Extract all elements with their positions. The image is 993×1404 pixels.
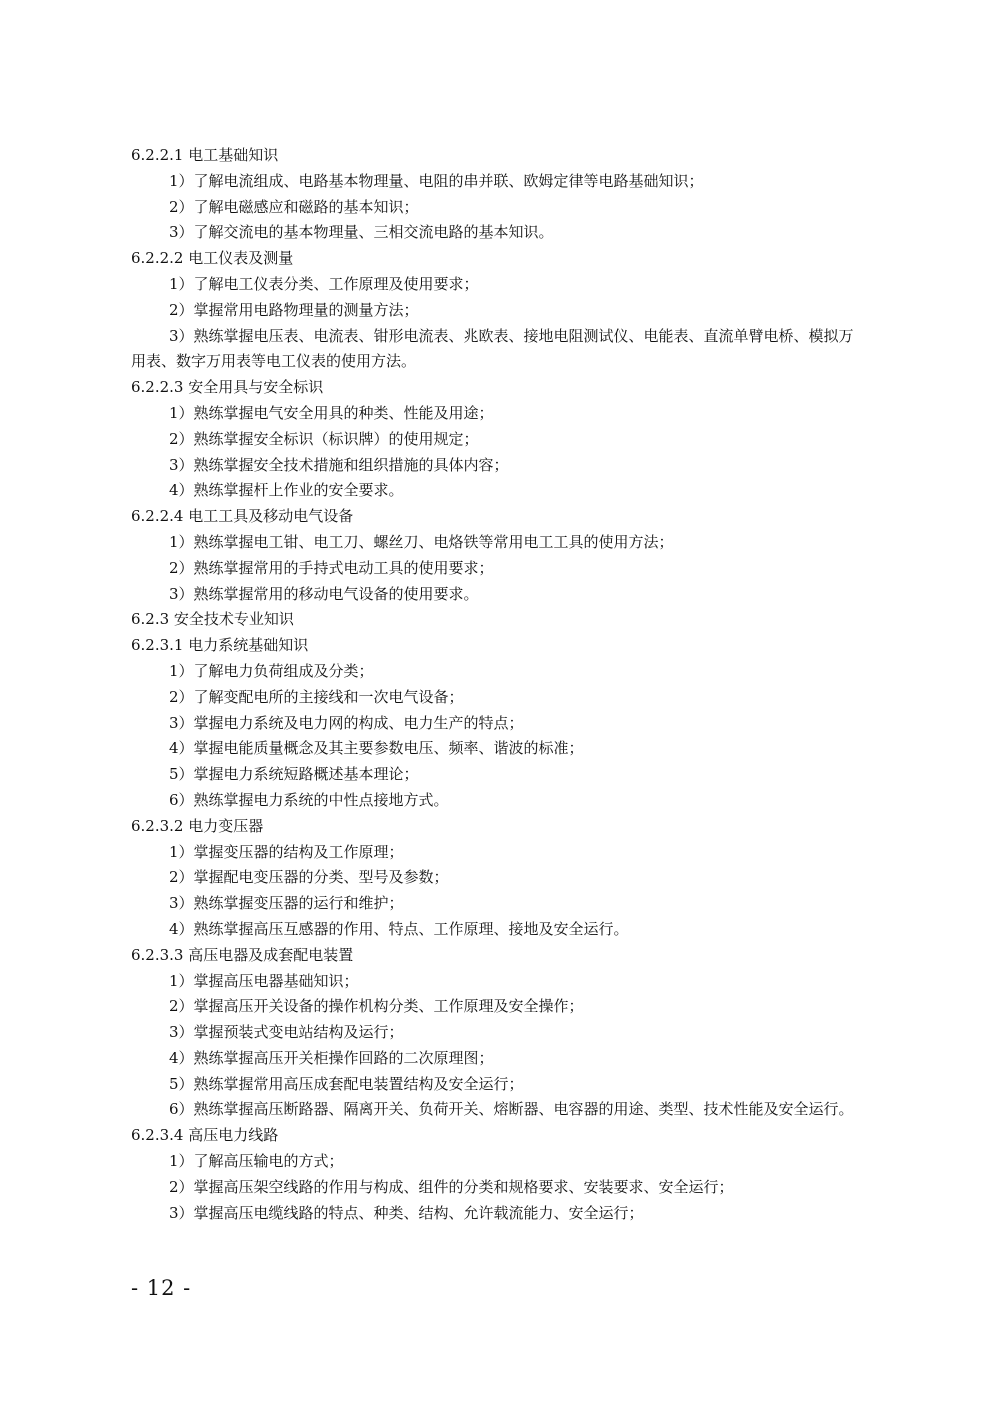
list-item: 1）掌握高压电器基础知识； bbox=[169, 971, 359, 990]
list-item: 3）掌握高压电缆线路的特点、种类、结构、允许载流能力、安全运行； bbox=[169, 1203, 644, 1222]
section-heading: 6.2.3.4 高压电力线路 bbox=[131, 1126, 279, 1145]
document-body bbox=[131, 143, 866, 1226]
list-item: 1）熟练掌握电工钳、电工刀、螺丝刀、电烙铁等常用电工工具的使用方法； bbox=[169, 532, 674, 551]
list-item: 2）熟练掌握常用的手持式电动工具的使用要求； bbox=[169, 558, 494, 577]
chapter-heading: 6.2.3 安全技术专业知识 bbox=[131, 610, 294, 629]
list-item: 5）熟练掌握常用高压成套配电装置结构及安全运行； bbox=[169, 1074, 524, 1093]
list-item: 2）掌握配电变压器的分类、型号及参数； bbox=[169, 868, 449, 887]
list-item-wrapped: 3）熟练掌握电压表、电流表、钳形电流表、兆欧表、接地电阻测试仪、电能表、直流单臂电桥、模拟万用表、数字万用表等电工仪表的使用方法。 bbox=[131, 326, 854, 371]
section-heading: 6.2.2.1 电工基础知识 bbox=[131, 146, 279, 164]
list-item: 2）掌握高压架空线路的作用与构成、组件的分类和规格要求、安装要求、安全运行； bbox=[169, 1177, 734, 1196]
section-heading: 6.2.2.3 安全用具与安全标识 bbox=[131, 378, 324, 397]
list-item: 1）了解高压输电的方式； bbox=[169, 1152, 344, 1171]
list-item-wrapped: 6）熟练掌握高压断路器、隔离开关、负荷开关、熔断器、电容器的用途、类型、技术性能及安全运行。 bbox=[169, 1100, 854, 1119]
list-item: 3）熟练掌握变压器的运行和维护； bbox=[169, 894, 404, 913]
list-item: 1）了解电流组成、电路基本物理量、电阻的串并联、欧姆定律等电路基础知识； bbox=[169, 171, 704, 190]
list-item: 4）熟练掌握高压开关柜操作回路的二次原理图； bbox=[169, 1048, 494, 1067]
list-item: 4）熟练掌握杆上作业的安全要求。 bbox=[169, 481, 404, 500]
page-number: - 12 - bbox=[131, 1276, 192, 1300]
list-item: 2）了解电磁感应和磁路的基本知识； bbox=[169, 197, 419, 216]
section-heading: 6.2.3.3 高压电器及成套配电装置 bbox=[131, 945, 354, 964]
section-heading: 6.2.2.4 电工工具及移动电气设备 bbox=[131, 507, 354, 526]
list-item: 6）熟练掌握电力系统的中性点接地方式。 bbox=[169, 790, 449, 809]
list-item: 3）掌握预装式变电站结构及运行； bbox=[169, 1023, 404, 1042]
list-item: 3）掌握电力系统及电力网的构成、电力生产的特点； bbox=[169, 713, 524, 732]
list-item: 1）了解电工仪表分类、工作原理及使用要求； bbox=[169, 274, 479, 293]
section-heading: 6.2.3.1 电力系统基础知识 bbox=[131, 636, 309, 655]
list-item: 1）熟练掌握电气安全用具的种类、性能及用途； bbox=[169, 403, 494, 422]
list-item: 2）熟练掌握安全标识（标识牌）的使用规定； bbox=[169, 429, 479, 448]
list-item: 2）掌握常用电路物理量的测量方法； bbox=[169, 300, 419, 319]
list-item: 2）掌握高压开关设备的操作机构分类、工作原理及安全操作； bbox=[169, 997, 584, 1016]
list-item: 4）熟练掌握高压互感器的作用、特点、工作原理、接地及安全运行。 bbox=[169, 919, 629, 938]
list-item: 1）了解电力负荷组成及分类； bbox=[169, 661, 374, 680]
section-heading: 6.2.3.2 电力变压器 bbox=[131, 816, 264, 835]
list-item: 1）掌握变压器的结构及工作原理； bbox=[169, 842, 404, 861]
list-item: 2）了解变配电所的主接线和一次电气设备； bbox=[169, 687, 464, 706]
section-heading: 6.2.2.2 电工仪表及测量 bbox=[131, 249, 294, 268]
list-item: 3）熟练掌握安全技术措施和组织措施的具体内容； bbox=[169, 455, 509, 474]
list-item: 4）掌握电能质量概念及其主要参数电压、频率、谐波的标准； bbox=[169, 739, 584, 758]
list-item: 5）掌握电力系统短路概述基本理论； bbox=[169, 765, 419, 784]
list-item: 3）了解交流电的基本物理量、三相交流电路的基本知识。 bbox=[169, 223, 554, 242]
list-item: 3）熟练掌握常用的移动电气设备的使用要求。 bbox=[169, 584, 479, 603]
